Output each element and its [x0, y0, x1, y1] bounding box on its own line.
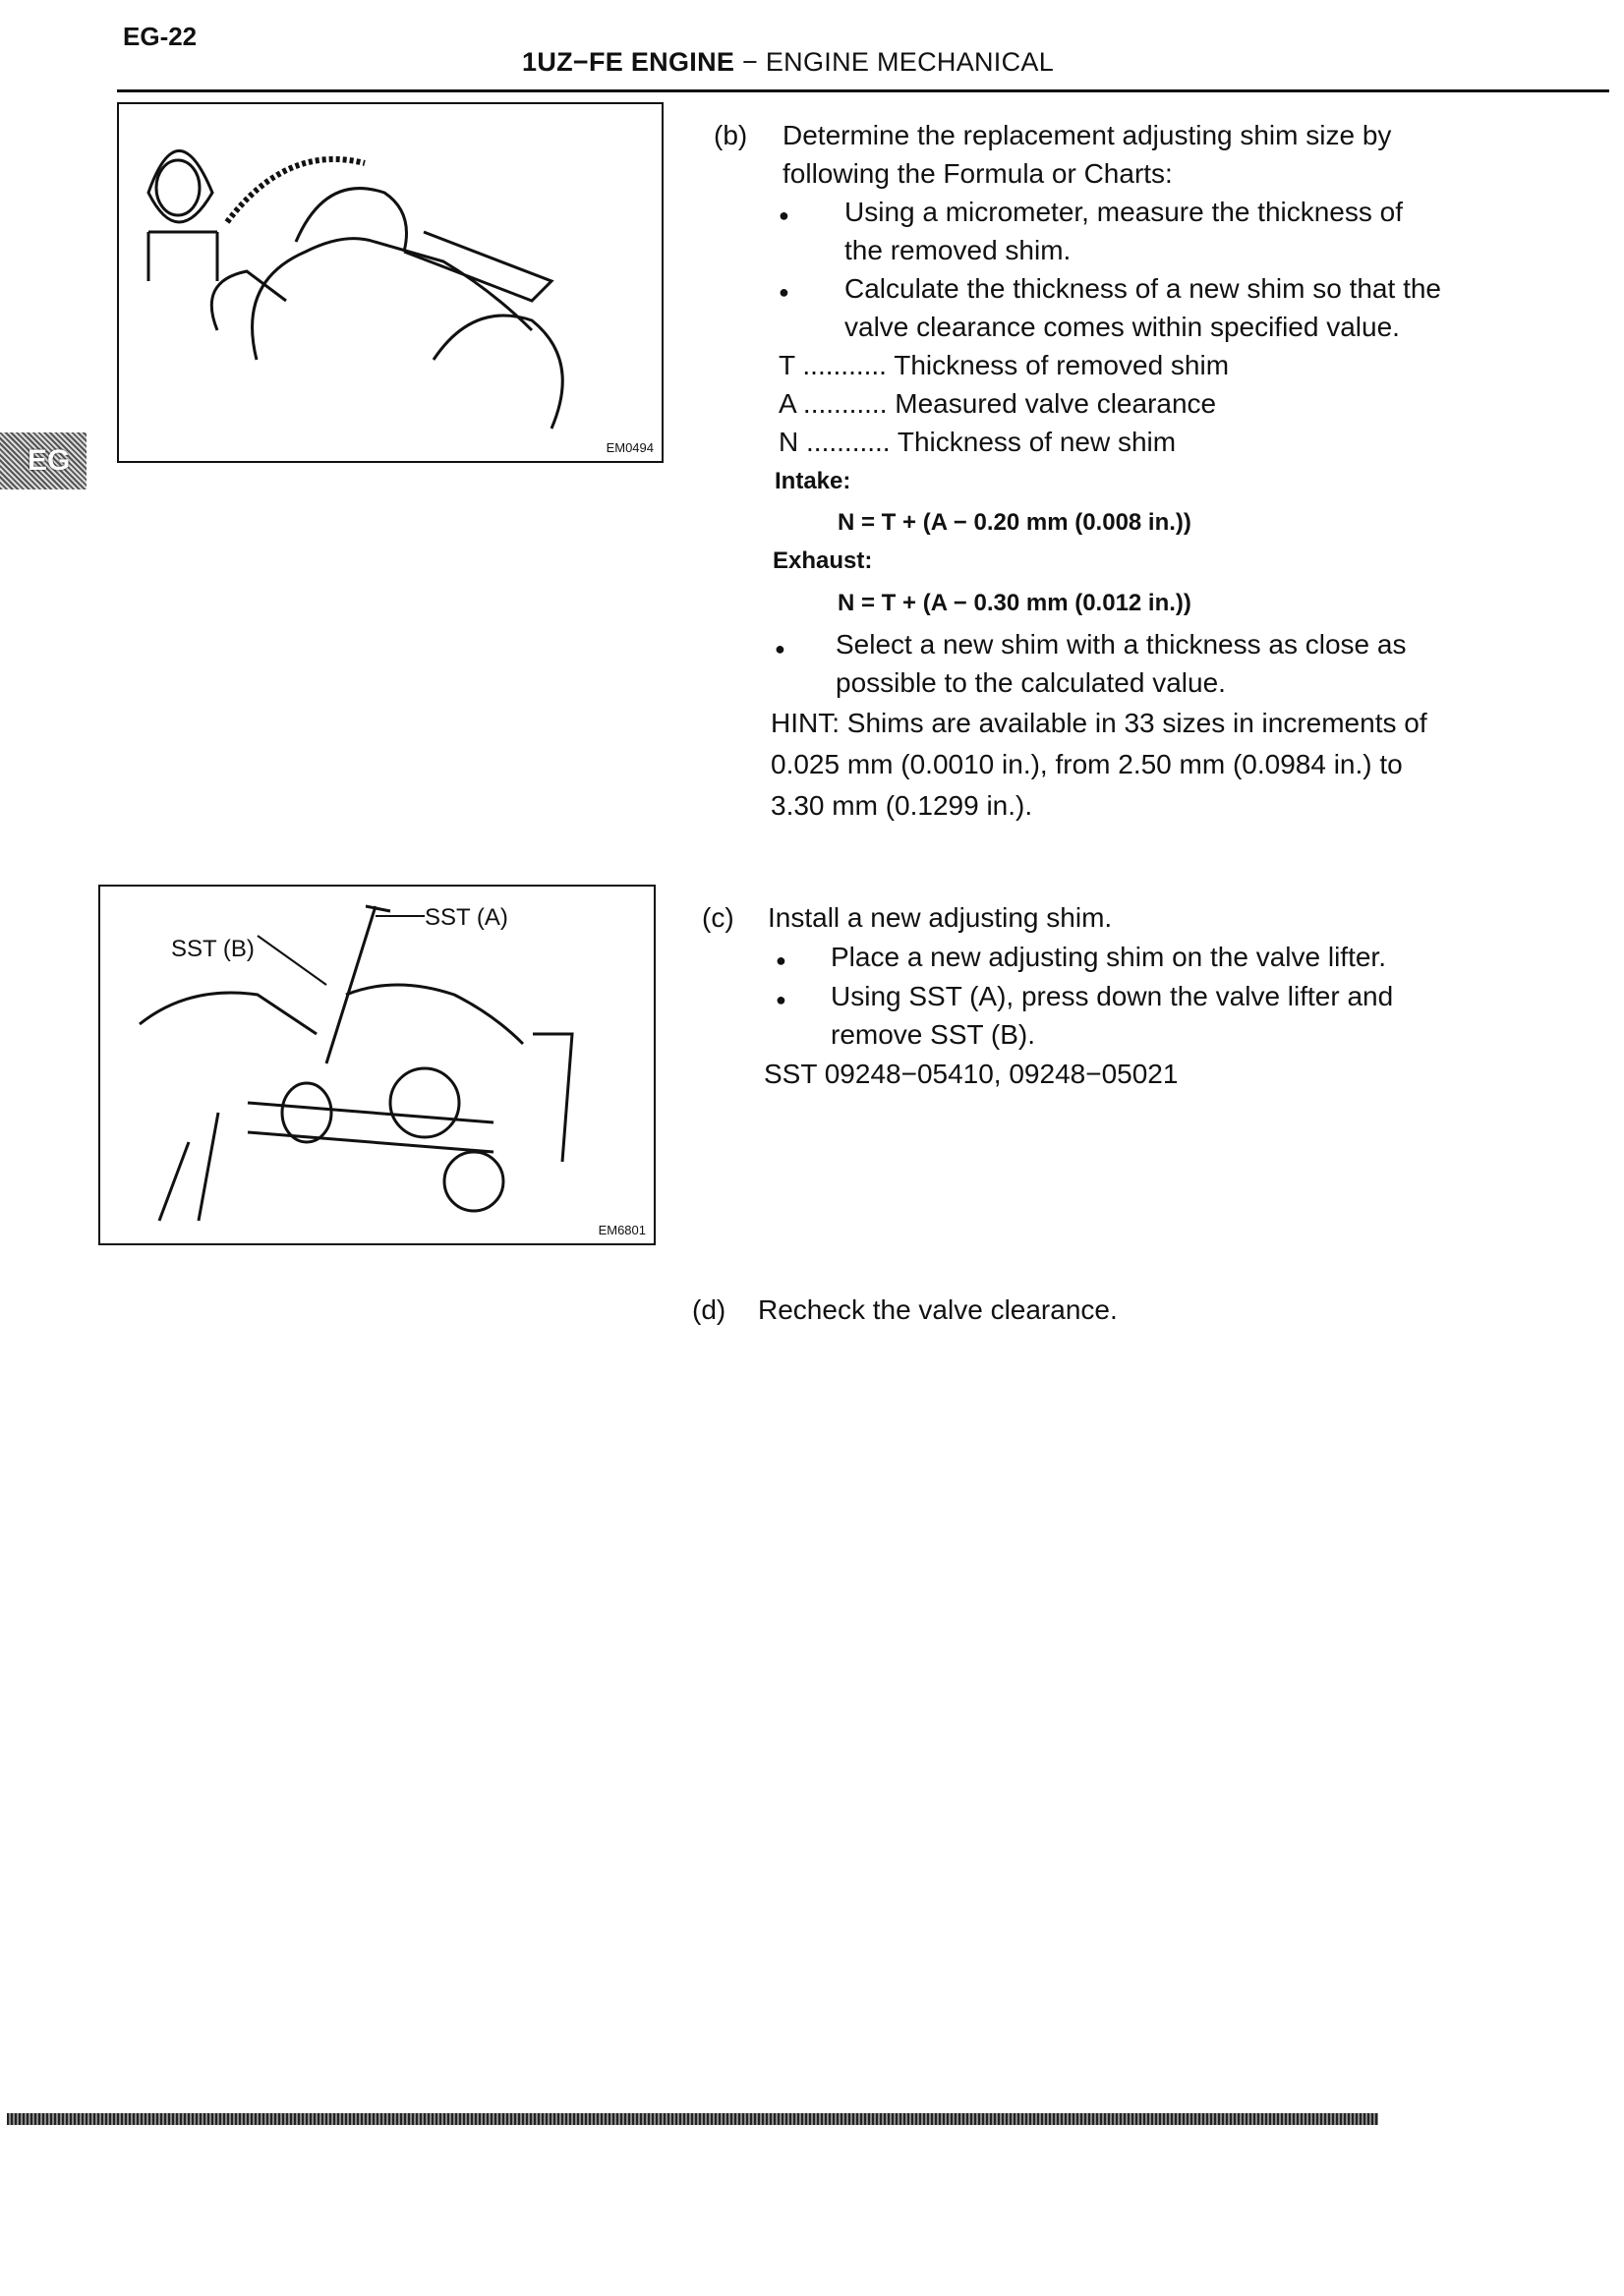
- hint-line-3: 3.30 mm (0.1299 in.).: [771, 790, 1033, 821]
- legend-desc: Measured valve clearance: [895, 388, 1217, 419]
- legend-dots: ...........: [806, 427, 891, 457]
- bullet-icon: ●: [776, 990, 786, 1009]
- figure-sst: [98, 885, 656, 1245]
- legend-symbol: N: [779, 427, 799, 457]
- bullet-2-line-1: Calculate the thickness of a new shim so that the: [844, 273, 1441, 304]
- step-b-line-1: Determine the replacement adjusting shim size by: [783, 120, 1392, 150]
- bullet-3-line-2: possible to the calculated value.: [836, 667, 1226, 698]
- bullet-icon: ●: [775, 639, 785, 659]
- bullet-icon: ●: [779, 205, 789, 225]
- header-title-rest: − ENGINE MECHANICAL: [734, 47, 1055, 77]
- step-d-marker: (d): [692, 1294, 726, 1325]
- hint-line-2: 0.025 mm (0.0010 in.), from 2.50 mm (0.0984 in.) to: [771, 749, 1403, 779]
- legend-symbol: T: [779, 350, 795, 380]
- step-c-bullet-2-line-1: Using SST (A), press down the valve lifter and: [831, 981, 1394, 1011]
- figure-code: EM0494: [606, 440, 654, 455]
- step-d-line: Recheck the valve clearance.: [758, 1294, 1118, 1325]
- bullet-1-line-2: the removed shim.: [844, 235, 1072, 265]
- intake-formula: N = T + (A − 0.20 mm (0.008 in.)): [838, 509, 1191, 536]
- step-c-marker: (c): [702, 902, 734, 933]
- legend-dots: ...........: [802, 388, 888, 419]
- legend-a: [779, 384, 1216, 423]
- exhaust-label: Exhaust:: [773, 547, 873, 574]
- step-b-marker: (b): [714, 120, 748, 150]
- bullet-2-line-2: valve clearance comes within specified value.: [844, 312, 1400, 342]
- bullet-icon: ●: [776, 950, 786, 970]
- legend-n: [779, 423, 1176, 461]
- header-rule: [117, 89, 1609, 92]
- step-c-bullet-1: Place a new adjusting shim on the valve lifter.: [831, 942, 1386, 972]
- legend-t: [779, 346, 1229, 384]
- figure-micrometer: [117, 102, 664, 463]
- footer-bar: [7, 2113, 1378, 2125]
- header-title-bold: 1UZ−FE ENGINE: [522, 47, 735, 77]
- step-c-bullet-2-line-2: remove SST (B).: [831, 1019, 1035, 1050]
- legend-dots: ...........: [802, 350, 887, 380]
- figure-code: EM6801: [598, 1223, 646, 1237]
- step-c-line: Install a new adjusting shim.: [768, 902, 1113, 933]
- legend-symbol: A: [779, 388, 796, 419]
- exhaust-formula: N = T + (A − 0.30 mm (0.012 in.)): [838, 590, 1191, 616]
- page-header: [522, 47, 1054, 78]
- sst-a-callout: SST (A): [425, 904, 508, 931]
- sst-b-callout: SST (B): [171, 936, 255, 962]
- page-number: EG-22: [123, 22, 198, 51]
- hint-line-1: HINT: Shims are available in 33 sizes in increments of: [771, 708, 1427, 738]
- bullet-icon: ●: [779, 282, 789, 302]
- legend-desc: Thickness of removed shim: [894, 350, 1230, 380]
- micrometer-illustration: [119, 104, 662, 461]
- section-tab-label: EG: [28, 444, 71, 477]
- section-tab: [0, 432, 87, 489]
- bullet-3-line-1: Select a new shim with a thickness as close as: [836, 629, 1407, 660]
- legend-desc: Thickness of new shim: [897, 427, 1177, 457]
- bullet-1-line-1: Using a micrometer, measure the thickness of: [844, 197, 1404, 227]
- step-b-line-2: following the Formula or Charts:: [783, 158, 1173, 189]
- intake-label: Intake:: [775, 468, 851, 494]
- sst-numbers: SST 09248−05410, 09248−05021: [764, 1059, 1179, 1089]
